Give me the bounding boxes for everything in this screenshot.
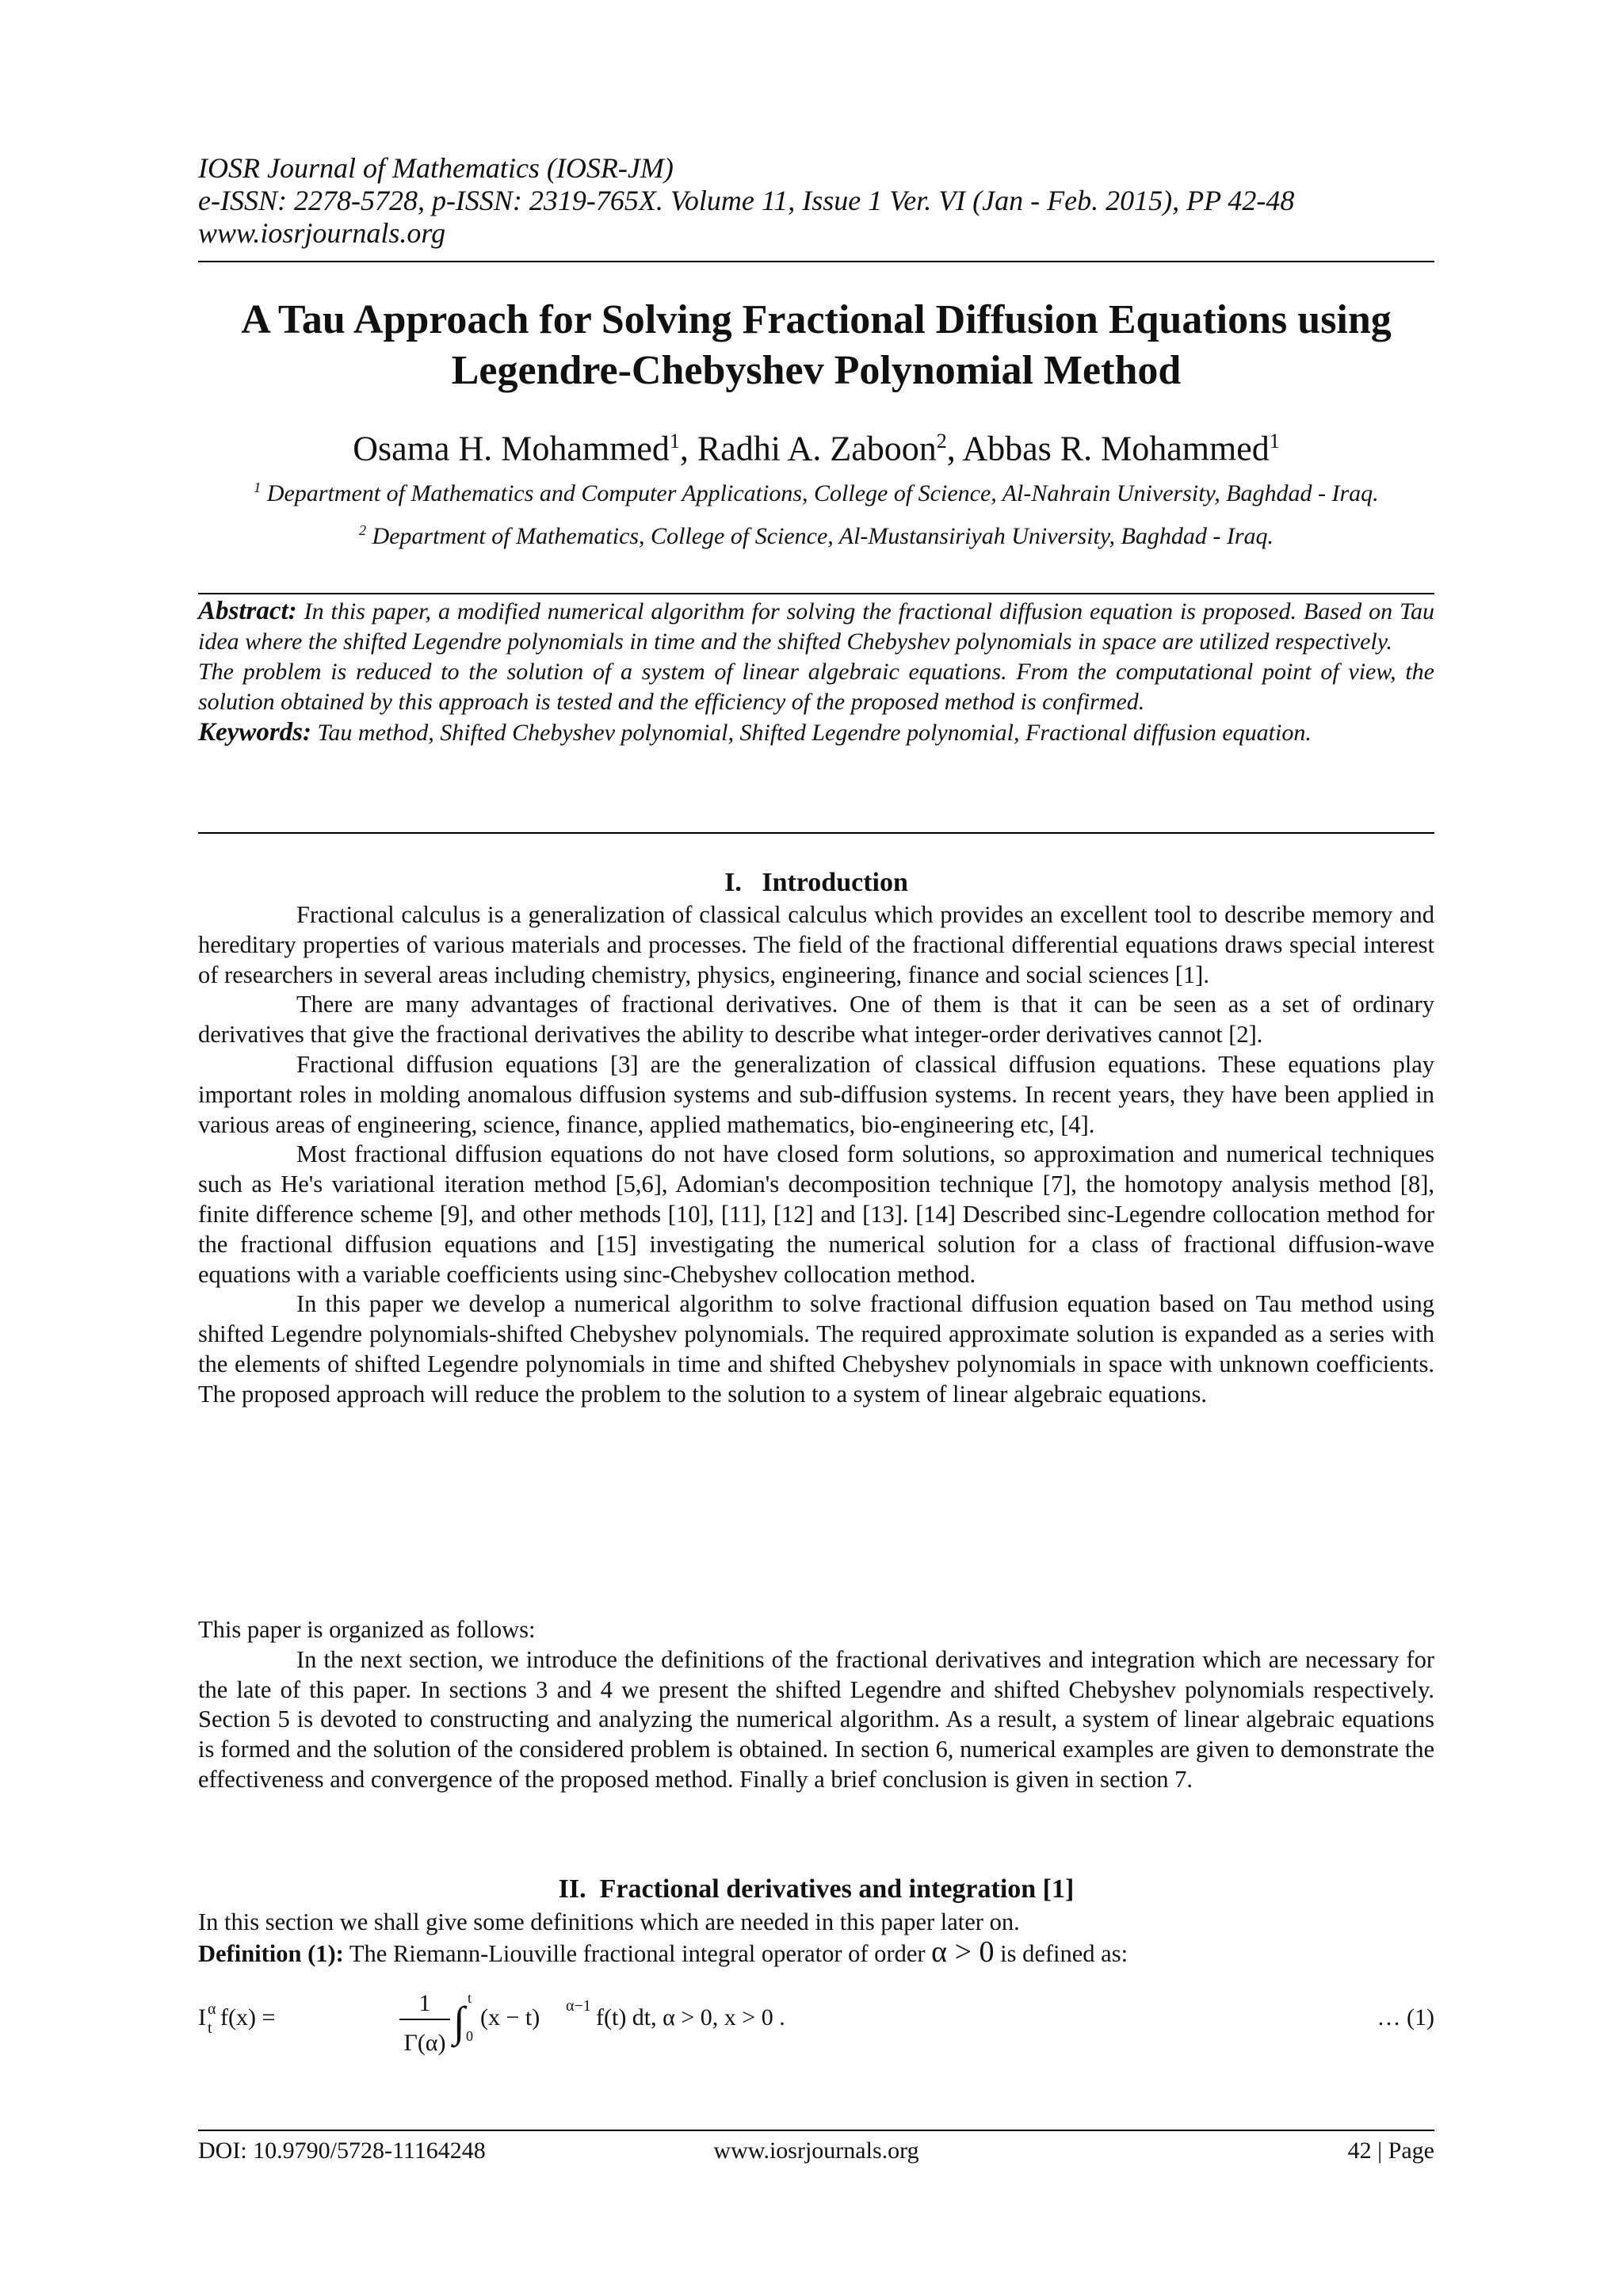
introduction-body	[198, 900, 1434, 1410]
affiliation-text: Department of Mathematics, College of Science, Al-Mustansiriyah University, Baghdad - Iraq.	[372, 523, 1274, 549]
section2-intro: In this section we shall give some definitions which are needed in this paper later on.	[198, 1908, 1020, 1935]
keywords	[198, 717, 1434, 748]
affiliation-2	[198, 515, 1434, 552]
definition-1	[198, 1935, 1434, 1969]
footer-doi[interactable]: DOI: 10.9790/5728-11164248	[198, 2137, 486, 2164]
affiliations	[198, 472, 1434, 552]
section-heading-introduction: I. Introduction	[724, 868, 908, 897]
author-affiliation-mark: 2	[936, 430, 947, 453]
eq-integrand: (x − t)	[480, 2004, 540, 2030]
affiliation-text: Department of Mathematics and Computer Applications, College of Science, Al-Nahrain University, Baghdad - Iraq.	[266, 480, 1379, 506]
eq-denominator: Γ(α)	[403, 2030, 446, 2056]
author-name: Osama H. Mohammed	[353, 429, 670, 468]
section-heading-fractional: II. Fractional derivatives and integration [1]	[558, 1874, 1075, 1904]
footer-website[interactable]: www.iosrjournals.org	[713, 2137, 919, 2164]
author-separator: ,	[946, 429, 963, 468]
abstract-label: Abstract:	[198, 597, 297, 625]
eq-integrand-rest: f(t) dt, α > 0, x > 0 .	[596, 2004, 785, 2030]
abstract-bottom-rule	[198, 832, 1434, 834]
issn-line: e-ISSN: 2278-5728, p-ISSN: 2319-765X. Volume 11, Issue 1 Ver. VI (Jan - Feb. 2015), PP 42-48	[198, 185, 1295, 216]
section2-body	[198, 1908, 1434, 1969]
abstract	[198, 596, 1434, 748]
organization-intro: This paper is organized as follows:	[198, 1616, 536, 1643]
journal-name: IOSR Journal of Mathematics (IOSR-JM)	[198, 152, 674, 184]
definition-text: The Riemann-Liouville fractional integral operator of order	[349, 1939, 926, 1967]
organization-body	[198, 1615, 1434, 1795]
affiliation-mark: 1	[254, 479, 262, 495]
journal-header	[198, 152, 1434, 250]
author-affiliation-mark: 1	[669, 430, 680, 453]
journal-website[interactable]: www.iosrjournals.org	[198, 217, 446, 249]
eq-lhs-sup: α	[208, 2000, 216, 2018]
equation-1	[198, 1985, 1434, 2057]
eq-numerator: 1	[418, 1990, 431, 2016]
author-name: Radhi A. Zaboon	[697, 429, 937, 468]
eq-upper-limit: t	[468, 1990, 472, 2006]
eq-number: … (1)	[1377, 2004, 1434, 2030]
footer-page-number: 42 | Page	[1347, 2137, 1434, 2164]
definition-condition: α > 0	[931, 1935, 995, 1969]
abstract-top-rule	[198, 593, 1434, 594]
eq-lhs-arg: f(x) =	[220, 2004, 276, 2030]
eq-lhs-operator: I	[198, 2004, 206, 2030]
eq-lower-limit: 0	[466, 2028, 473, 2044]
paragraph: In the next section, we introduce the definitions of the fractional derivatives and integration which are necessary for the late of this paper. In sections 3 and 4 we present the shifted Legendre and shifted Chebyshev polynomials respectively. Section 5 is devoted to constructing and analyzing the numerical algorithm. As a result, a system of linear algebraic equations is formed and the solution of the considered problem is obtained. In section 6, numerical examples are given to demonstrate the effectiveness and convergence of the proposed method. Finally a brief conclusion is given in section 7.	[198, 1645, 1434, 1793]
definition-text-end: is defined as:	[1000, 1939, 1128, 1967]
author-separator: ,	[679, 429, 697, 468]
eq-lhs-sub: t	[208, 2019, 212, 2037]
author-name: Abbas R. Mohammed	[962, 429, 1270, 468]
abstract-text: In this paper, a modified numerical algorithm for solving the fractional diffusion equation is proposed. Based on Tau idea where the shifted Legendre polynomials in time and the shifted Chebyshev polynomials in space are utilized respectively.	[198, 598, 1435, 655]
eq-integral-sign: ∫	[453, 1998, 465, 2046]
definition-label: Definition (1):	[198, 1939, 344, 1967]
affiliation-mark: 2	[358, 522, 366, 538]
paragraph: There are many advantages of fractional derivatives. One of them is that it can be seen as a set of ordinary derivatives that give the fractional derivatives the ability to describe what integer-order derivatives cannot [2].	[198, 991, 1434, 1049]
eq-exponent: α−1	[566, 1997, 591, 2015]
keywords-label: Keywords:	[198, 718, 311, 747]
header-divider	[198, 261, 1434, 262]
paper-title	[198, 295, 1434, 396]
author-list	[198, 420, 1434, 471]
keywords-text: Tau method, Shifted Chebyshev polynomial, Shifted Legendre polynomial, Fractional diffusion equation.	[317, 720, 1312, 746]
author-affiliation-mark: 1	[1269, 430, 1280, 453]
abstract-para-1	[198, 596, 1434, 657]
paragraph: In this paper we develop a numerical algorithm to solve fractional diffusion equation based on Tau method using shifted Legendre polynomials-shifted Chebyshev polynomials. The required approximate solution is expanded as a series with the elements of shifted Legendre polynomials in time and shifted Chebyshev polynomials in space with unknown coefficients. The proposed approach will reduce the problem to the solution to a system of linear algebraic equations.	[198, 1290, 1434, 1408]
footer-divider	[198, 2130, 1434, 2131]
abstract-para-2: The problem is reduced to the solution of a system of linear algebraic equations. From the computational point of view, the solution obtained by this approach is tested and the efficiency of the proposed method is confirmed.	[198, 659, 1434, 715]
paragraph: Most fractional diffusion equations do not have closed form solutions, so approximation and numerical techniques such as He's variational iteration method [5,6], Adomian's decomposition technique [7], the homotopy analysis method [8], finite difference scheme [9], and other methods [10], [11], [12] and [13]. [14] Described sinc-Legendre collocation method for the fractional diffusion equations and [15] investigating the numerical solution for a class of fractional diffusion-wave equations with a variable coefficients using sinc-Chebyshev collocation method.	[198, 1140, 1434, 1288]
paragraph: Fractional diffusion equations [3] are the generalization of classical diffusion equations. These equations play important roles in molding anomalous diffusion systems and sub-diffusion systems. In recent years, they have been applied in various areas of engineering, science, finance, applied mathematics, bio-engineering etc, [4].	[198, 1050, 1434, 1138]
affiliation-1	[198, 472, 1434, 509]
paragraph: Fractional calculus is a generalization of classical calculus which provides an excellent tool to describe memory and hereditary properties of various materials and processes. The field of the fractional differential equations draws special interest of researchers in several areas including chemistry, physics, engineering, finance and social sciences [1].	[198, 901, 1434, 988]
title-line-1: A Tau Approach for Solving Fractional Diffusion Equations using	[241, 297, 1392, 342]
title-line-2: Legendre-Chebyshev Polynomial Method	[451, 348, 1182, 393]
